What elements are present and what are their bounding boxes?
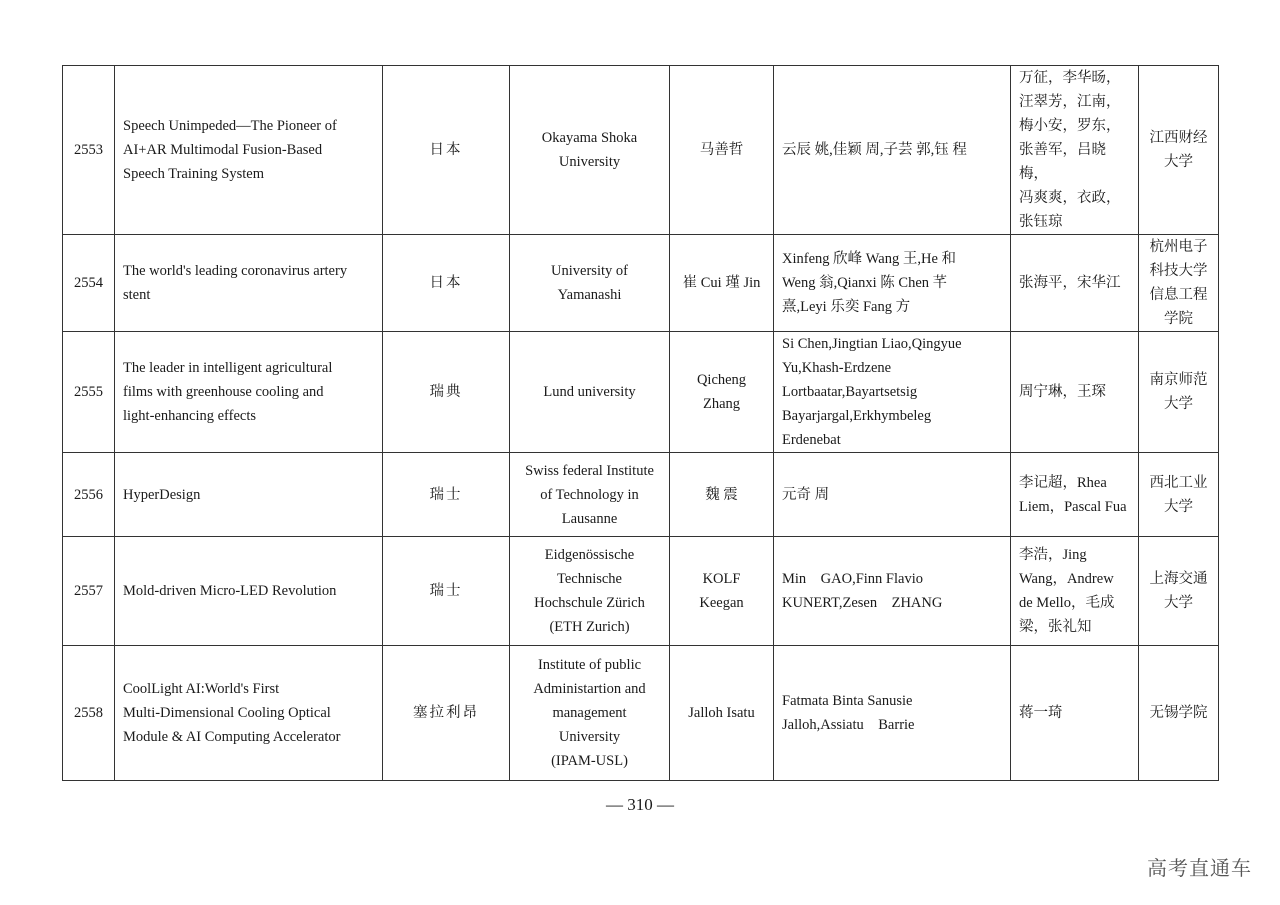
cell-members-line: 云辰 姚,佳颖 周,子芸 郭,钰 程 <box>782 142 967 158</box>
cell-university-line: University <box>558 729 621 745</box>
cell-mentors-line: 蒋一琦 <box>1019 705 1063 721</box>
cell-country: 日本 <box>383 235 510 332</box>
cell-members-line: Bayarjargal,Erkhymbeleg <box>782 408 932 424</box>
cell-mentors <box>1011 646 1139 781</box>
cell-mentors <box>1011 453 1139 537</box>
cell-members <box>774 646 1011 781</box>
cell-school-line: 杭州电子 <box>1149 239 1208 255</box>
cell-lead <box>670 537 774 646</box>
cell-lead <box>670 66 774 235</box>
cell-school-line: 学院 <box>1164 311 1193 327</box>
cell-mentors <box>1011 66 1139 235</box>
cell-country: 塞拉利昂 <box>383 646 510 781</box>
cell-country: 瑞士 <box>383 453 510 537</box>
cell-mentors <box>1011 332 1139 453</box>
cell-mentors-line: Wang，Andrew <box>1019 571 1114 587</box>
cell-university-line: Technische <box>556 571 622 587</box>
cell-lead <box>670 235 774 332</box>
cell-school-line: 大学 <box>1164 154 1193 170</box>
cell-university-line: Hochschule Zürich <box>534 595 645 611</box>
cell-school <box>1139 66 1219 235</box>
table-row <box>63 332 1219 453</box>
cell-mentors-line: 汪翠芳，江南， <box>1019 94 1121 110</box>
cell-members <box>774 453 1011 537</box>
cell-mentors-line: 万征，李华旸， <box>1019 70 1121 86</box>
cell-country: 日本 <box>383 66 510 235</box>
cell-school-line: 南京师范 <box>1149 372 1208 388</box>
cell-school-line: 大学 <box>1164 396 1193 412</box>
cell-members-line: 元奇 周 <box>782 486 830 503</box>
cell-members <box>774 66 1011 235</box>
cell-university-line: of Technology in <box>540 486 639 503</box>
cell-lead-line: 马善哲 <box>699 142 744 158</box>
cell-university <box>510 646 670 781</box>
cell-university <box>510 453 670 537</box>
cell-university-line: management <box>552 705 627 721</box>
cell-lead <box>670 646 774 781</box>
cell-mentors-line: 梁，张礼知 <box>1019 619 1092 635</box>
cell-country: 瑞士 <box>383 537 510 646</box>
cell-lead-line: Jalloh Isatu <box>688 705 755 721</box>
cell-project <box>115 66 383 235</box>
cell-id: 2554 <box>63 235 115 332</box>
cell-school-line: 大学 <box>1164 498 1193 515</box>
cell-school-line: 江西财经 <box>1149 130 1208 146</box>
cell-lead-line: KOLF <box>702 571 741 587</box>
cell-project-line: The leader in intelligent agricultural <box>123 360 333 376</box>
cell-members <box>774 235 1011 332</box>
cell-project-line: AI+AR Multimodal Fusion-Based <box>123 142 323 158</box>
cell-university-line: (ETH Zurich) <box>549 619 630 635</box>
cell-school <box>1139 332 1219 453</box>
cell-university-line: Yamanashi <box>557 287 622 303</box>
cell-mentors-line: 李记超，Rhea <box>1019 474 1107 491</box>
cell-university <box>510 66 670 235</box>
table-row <box>63 453 1219 537</box>
cell-project-line: Multi-Dimensional Cooling Optical <box>123 705 331 721</box>
cell-project-line: light-enhancing effects <box>123 408 256 424</box>
cell-project-line: HyperDesign <box>123 486 201 503</box>
cell-project-line: Module & AI Computing Accelerator <box>123 729 341 745</box>
cell-university-line: University <box>558 154 621 170</box>
cell-university-line: Administartion and <box>533 681 646 697</box>
cell-lead-line: 崔 Cui 瑾 Jin <box>682 275 761 291</box>
cell-school-line: 无锡学院 <box>1149 705 1208 721</box>
cell-members-line: Min GAO,Finn Flavio <box>782 571 923 587</box>
cell-school-line: 科技大学 <box>1149 263 1208 279</box>
cell-mentors <box>1011 537 1139 646</box>
cell-id: 2555 <box>63 332 115 453</box>
cell-university <box>510 332 670 453</box>
table-body <box>63 66 1219 781</box>
cell-project-line: Speech Training System <box>123 166 264 182</box>
cell-mentors-line: 冯爽爽，衣政， <box>1019 190 1121 206</box>
cell-mentors-line: 张钰琼 <box>1019 214 1063 230</box>
cell-university-line: University of <box>551 263 628 279</box>
cell-school-line: 大学 <box>1164 595 1193 611</box>
cell-school <box>1139 235 1219 332</box>
cell-school-line: 西北工业 <box>1149 474 1208 491</box>
cell-members-line: KUNERT,Zesen ZHANG <box>782 595 943 611</box>
table-row <box>63 646 1219 781</box>
cell-id: 2557 <box>63 537 115 646</box>
cell-lead-line: 魏 震 <box>705 486 738 503</box>
cell-university-line: Okayama Shoka <box>541 130 638 146</box>
cell-project-line: films with greenhouse cooling and <box>123 384 324 400</box>
cell-members-line: Erdenebat <box>782 432 841 448</box>
cell-project-line: stent <box>123 287 151 303</box>
cell-members-line: 熹,Leyi 乐奕 Fang 方 <box>782 299 911 315</box>
cell-project <box>115 235 383 332</box>
cell-id: 2553 <box>63 66 115 235</box>
cell-project-line: Mold-driven Micro-LED Revolution <box>123 583 337 599</box>
cell-mentors-line: Liem，Pascal Fua <box>1019 498 1127 515</box>
cell-project-line: The world's leading coronavirus artery <box>123 263 348 279</box>
cell-school <box>1139 453 1219 537</box>
cell-mentors-line: 张善军，吕晓梅， <box>1019 142 1106 182</box>
cell-university-line: Eidgenössische <box>544 547 635 563</box>
cell-project-line: Speech Unimpeded—The Pioneer of <box>123 118 337 134</box>
cell-university-line: Lund university <box>543 384 636 400</box>
cell-school-line: 上海交通 <box>1149 571 1208 587</box>
cell-project <box>115 453 383 537</box>
cell-members-line: Si Chen,Jingtian Liao,Qingyue <box>782 336 962 352</box>
cell-members <box>774 537 1011 646</box>
cell-university <box>510 235 670 332</box>
cell-mentors <box>1011 235 1139 332</box>
cell-project <box>115 537 383 646</box>
cell-lead <box>670 453 774 537</box>
page-number: — 310 — <box>606 795 674 814</box>
cell-lead-line: Qicheng <box>696 372 747 388</box>
cell-lead-line: Zhang <box>702 396 741 412</box>
cell-members-line: Lortbaatar,Bayartsetsig <box>782 384 918 400</box>
cell-members-line: Jalloh,Assiatu Barrie <box>782 717 915 733</box>
cell-project <box>115 332 383 453</box>
cell-members-line: Xinfeng 欣峰 Wang 王,He 和 <box>782 251 957 267</box>
table-row <box>63 537 1219 646</box>
cell-mentors-line: de Mello，毛成 <box>1019 595 1115 611</box>
cell-university <box>510 537 670 646</box>
cell-university-line: Lausanne <box>561 510 618 527</box>
cell-members-line: Fatmata Binta Sanusie <box>782 693 913 709</box>
cell-members <box>774 332 1011 453</box>
table-row <box>63 235 1219 332</box>
cell-university-line: (IPAM-USL) <box>551 753 628 769</box>
cell-mentors-line: 梅小安，罗东， <box>1019 118 1121 134</box>
cell-country: 瑞典 <box>383 332 510 453</box>
cell-mentors-line: 周宁琳，王琛 <box>1019 384 1106 400</box>
cell-project <box>115 646 383 781</box>
cell-lead-line: Keegan <box>699 595 744 611</box>
cell-mentors-line: 张海平，宋华江 <box>1019 275 1121 291</box>
award-table <box>62 65 1219 781</box>
cell-project-line: CoolLight AI:World's First <box>123 681 280 697</box>
watermark: 高考直通车 <box>1147 856 1252 880</box>
cell-id: 2558 <box>63 646 115 781</box>
cell-university-line: Institute of public <box>537 657 642 673</box>
cell-school-line: 信息工程 <box>1149 287 1208 303</box>
cell-school <box>1139 646 1219 781</box>
cell-mentors-line: 李浩，Jing <box>1019 547 1087 563</box>
cell-members-line: Weng 翁,Qianxi 陈 Chen 芊 <box>782 275 948 291</box>
cell-school <box>1139 537 1219 646</box>
table-row <box>63 66 1219 235</box>
cell-lead <box>670 332 774 453</box>
cell-id: 2556 <box>63 453 115 537</box>
cell-university-line: Swiss federal Institute <box>525 462 654 479</box>
cell-members-line: Yu,Khash-Erdzene <box>782 360 892 376</box>
